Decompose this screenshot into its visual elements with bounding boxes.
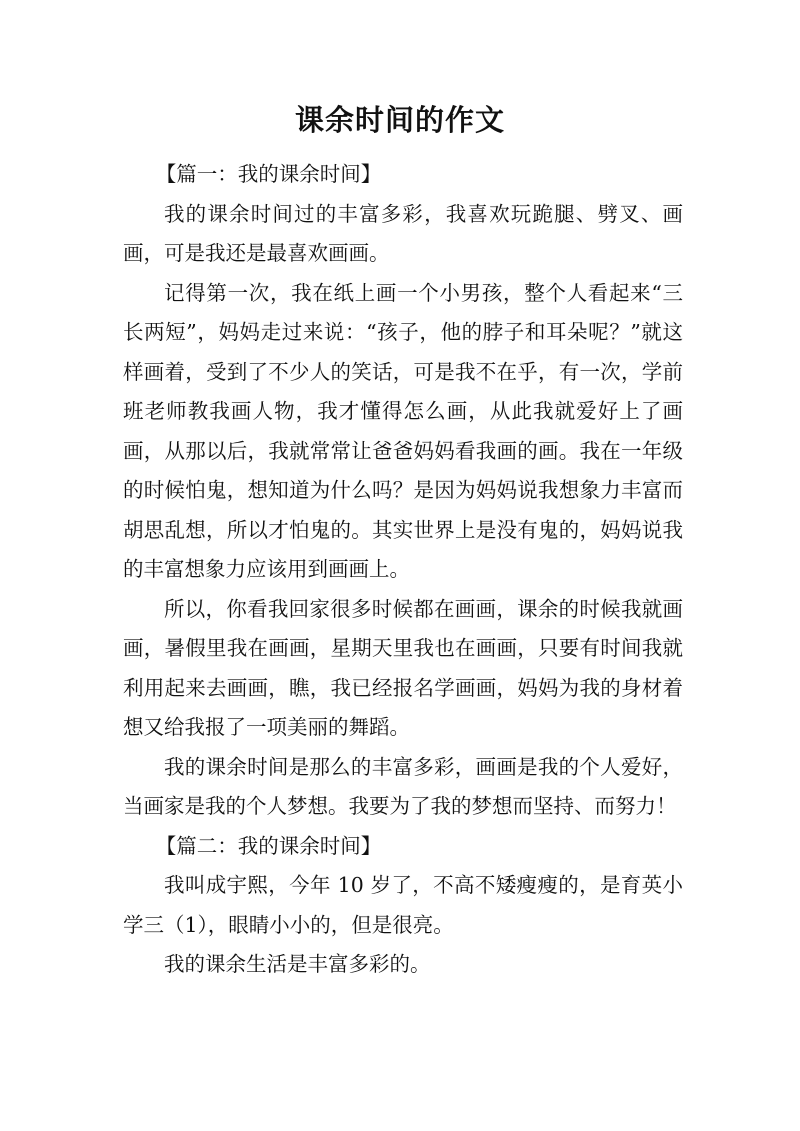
paragraph: 我的课余时间是那么的丰富多彩，画画是我的个人爱好，当画家是我的个人梦想。我要为了我的梦想而坚持、而努力！ [123,754,683,818]
paragraph: 我的课余时间过的丰富多彩，我喜欢玩跪腿、劈叉、画画，可是我还是最喜欢画画。 [123,201,683,265]
paragraph: 我叫成宇熙，今年 10 岁了，不高不矮瘦瘦的，是育英小学三（1），眼睛小小的，但是很亮。 [123,873,683,937]
paragraph: 所以，你看我回家很多时候都在画画，课余的时候我就画画，暑假里我在画画，星期天里我也在画画，只要有时间我就利用起来去画画，瞧，我已经报名学画画，妈妈为我的身材着想又给我报了一项美丽的舞蹈。 [123,596,683,739]
section-heading-1: 【篇一：我的课余时间】 [155,162,382,186]
document-title: 课余时间的作文 [294,103,505,137]
paragraph: 我的课余生活是丰富多彩的。 [164,952,431,976]
document-body [123,155,683,985]
section-heading-2: 【篇二：我的课余时间】 [155,833,382,858]
paragraph: 记得第一次，我在纸上画一个小男孩，整个人看起来“三长两短”，妈妈走过来说：“孩子，他的脖子和耳朵呢？”就这样画着，受到了不少人的笑话，可是我不在乎，有一次，学前班老师教我画人物，我才懂得怎么画，从此我就爱好上了画画，从那以后，我就常常让爸爸妈妈看我画的画。我在一年级的时候怕鬼，想知道为什么吗？是因为妈妈说我想象力丰富而胡思乱想，所以才怕鬼的。其实世界上是没有鬼的，妈妈说我的丰富想象力应该用到画画上。 [123,280,683,581]
